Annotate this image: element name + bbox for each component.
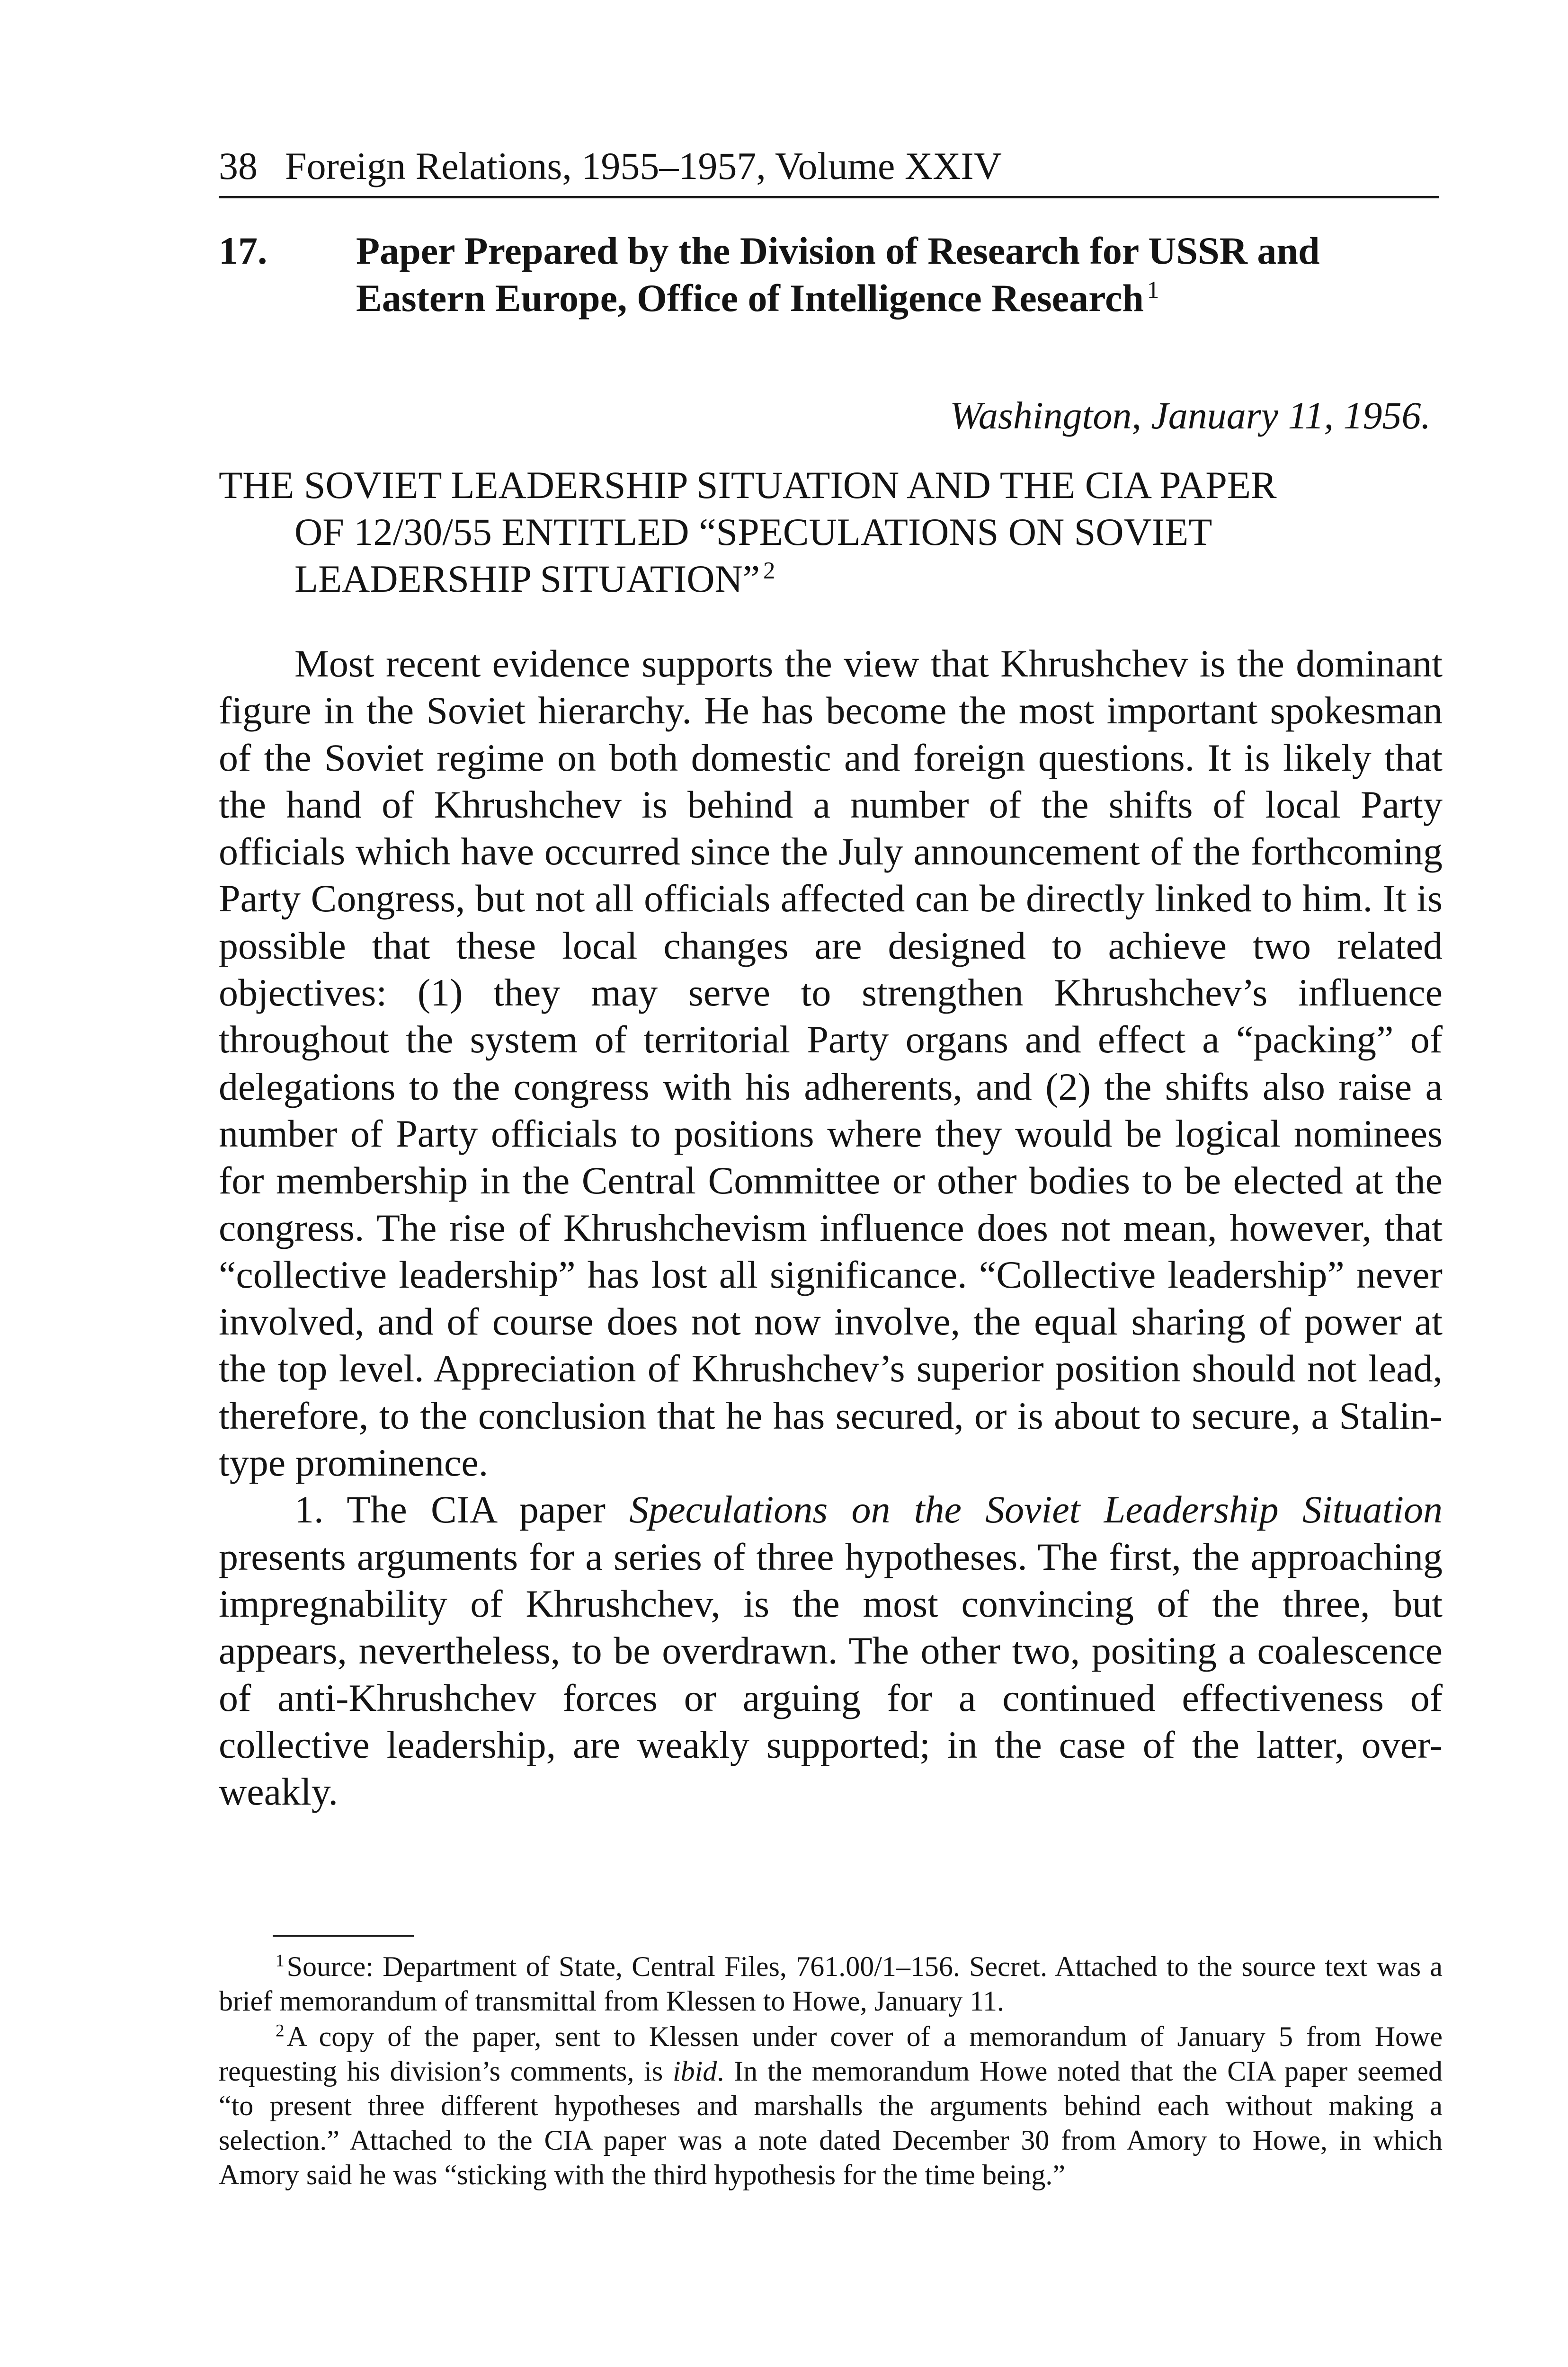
paragraph-2-lead: 1. The CIA paper	[294, 1488, 606, 1531]
footnote-marker-1[interactable]: 1	[1147, 276, 1159, 303]
footnote-2-ibid: ibid	[673, 2056, 717, 2087]
heading-line-3	[219, 555, 1440, 602]
footnote-2	[219, 2020, 1443, 2192]
volume-title: Foreign Relations, 1955–1957, Volume XXIV	[285, 144, 1002, 187]
footnote-1	[219, 1949, 1443, 2019]
running-head	[219, 140, 1439, 198]
document-number: 17.	[219, 229, 267, 272]
cited-paper-title: Speculations on the Soviet Leadership Situation	[629, 1488, 1443, 1531]
document-title	[356, 227, 1445, 322]
paragraph-2-rest: presents arguments for a series of three hypotheses. The first, the approaching impregnability of Khrushchev, is the most convincing of the three, but appears, nevertheless, to be overdrawn. The other two, positing a coalescence of anti-Khrushchev forces or arguing for a continued effectiveness of collective leadership, are weakly supported; in the case of the latter, over-weakly.	[219, 1535, 1443, 1814]
report-heading	[219, 462, 1440, 602]
footnote-2-text-after: . In the memorandum Howe noted that the CIA paper seemed “to present three different hypotheses and marshalls the arguments behind each without making a selection.” Attached to the CIA paper was a note dated December 30 from Amory to Howe, in which Amory said he was “sticking with the third hypothesis for the time being.”	[219, 2056, 1443, 2190]
dateline: Washington, January 11, 1956.	[950, 394, 1431, 437]
footnote-2-text-before: A copy of the paper, sent to Klessen under cover of a memorandum of January 5 from Howe requesting his division’s comments, is	[219, 2021, 1443, 2087]
heading-line-1: THE SOVIET LEADERSHIP SITUATION AND THE CIA PAPER	[219, 463, 1277, 507]
footnote-marker-2[interactable]: 2	[763, 557, 775, 584]
heading-line-2: OF 12/30/55 ENTITLED “SPECULATIONS ON SOVIET	[294, 510, 1212, 553]
footnotes	[219, 1949, 1443, 2193]
body-text	[219, 640, 1443, 1815]
document-title-text: Paper Prepared by the Division of Research for USSR and Eastern Europe, Office of Intelligence Research	[356, 229, 1320, 320]
footnote-1-marker: 1	[276, 1951, 285, 1971]
footnote-1-text: Source: Department of State, Central Files, 761.00/1–156. Secret. Attached to the source text was a brief memorandum of transmittal from Klessen to Howe, January 11.	[219, 1951, 1443, 2017]
paragraph-2	[219, 1486, 1443, 1815]
footnote-divider	[273, 1935, 414, 1937]
page-number: 38	[219, 144, 258, 187]
heading-line-3-text: LEADERSHIP SITUATION”	[294, 557, 760, 600]
footnote-2-marker: 2	[276, 2021, 285, 2041]
paragraph-1: Most recent evidence supports the view that Khrushchev is the dominant figure in the Soviet hierarchy. He has become the most important spokesman of the Soviet regime on both domestic and foreign questions. It is likely that the hand of Khrushchev is behind a number of the shifts of local Party officials which have occurred since the July announcement of the forthcoming Party Congress, but not all officials affected can be directly linked to him. It is possible that these local changes are designed to achieve two related objectives: (1) they may serve to strengthen Khrushchev’s influence throughout the system of territorial Party organs and effect a “packing” of delegations to the congress with his adherents, and (2) the shifts also raise a number of Party officials to positions where they would be logical nominees for membership in the Central Committee or other bodies to be elected at the congress. The rise of Khrushchevism influence does not mean, however, that “collective leadership” has lost all significance. “Collective leadership” never involved, and of course does not now involve, the equal sharing of power at the top level. Appreciation of Khrushchev’s superior position should not lead, therefore, to the conclusion that he has secured, or is about to secure, a Stalin-type prominence.	[219, 642, 1443, 1485]
